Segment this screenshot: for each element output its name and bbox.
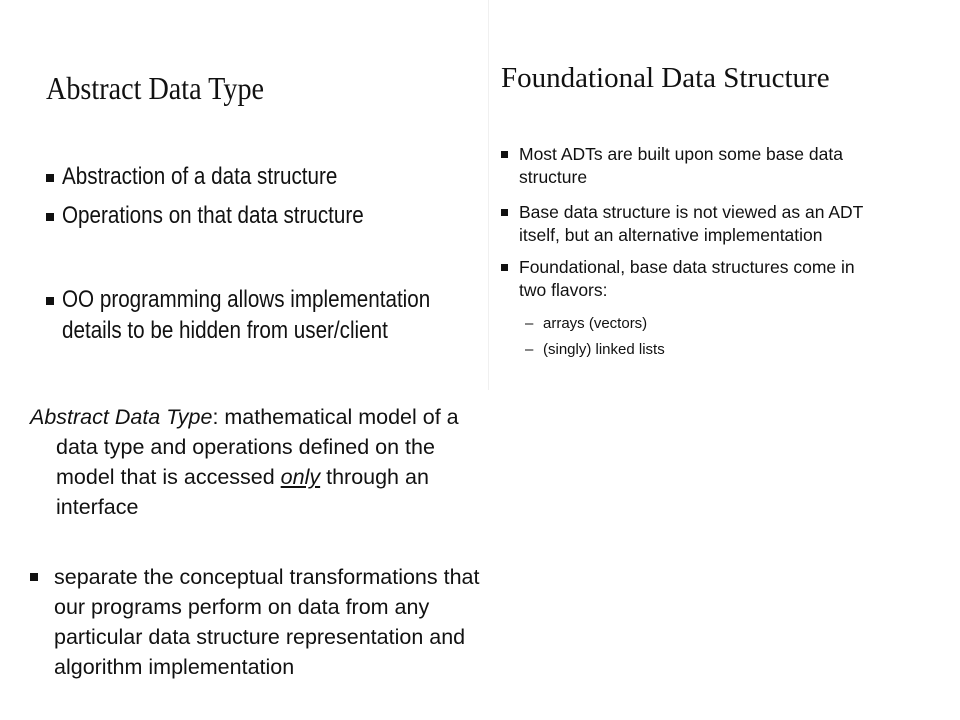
right-subitem: [525, 340, 665, 360]
square-bullet-icon: [501, 151, 508, 158]
right-bullet-line: Most ADTs are built upon some base data: [519, 144, 843, 164]
definition-line: data type and operations defined on the: [56, 435, 435, 459]
definition-term: Abstract Data Type: [30, 405, 213, 429]
dash-bullet-icon: –: [525, 315, 534, 332]
definition-line: [30, 402, 550, 432]
right-bullet-line: structure: [519, 167, 588, 187]
separate-line: particular data structure representation and: [54, 625, 466, 649]
square-bullet-icon: [501, 264, 508, 271]
square-bullet-icon: [46, 213, 54, 221]
left-bullet-text: OO programming allows implementation: [62, 286, 431, 313]
dash-bullet-icon: –: [525, 341, 534, 358]
left-bullet-text-continued: details to be hidden from user/client: [62, 317, 388, 344]
right-subitem-text: arrays (vectors): [543, 315, 648, 332]
right-bullet-line: Foundational, base data structures come in: [519, 257, 855, 277]
square-bullet-icon: [46, 174, 54, 182]
definition-emphasis: only: [280, 465, 321, 489]
left-bullet-text: Operations on that data structure: [62, 202, 364, 229]
separate-bullet-item: [30, 562, 555, 682]
adt-definition: [30, 402, 550, 522]
right-subitem: [525, 314, 647, 334]
definition-line: interface: [56, 495, 139, 519]
right-slide-title: Foundational Data Structure: [501, 62, 830, 94]
right-subitem-text: (singly) linked lists: [543, 341, 665, 358]
left-bullet-text: Abstraction of a data structure: [62, 163, 338, 190]
square-bullet-icon: [46, 297, 54, 305]
definition-line: [30, 462, 550, 492]
left-slide-panel: [0, 0, 490, 390]
square-bullet-icon: [30, 573, 38, 581]
definition-text: model that is accessed: [56, 465, 281, 489]
definition-text: through an: [320, 465, 429, 489]
separate-line: algorithm implementation: [54, 655, 295, 679]
separate-line: separate the conceptual transformations that: [54, 565, 480, 589]
right-slide-panel: [488, 0, 960, 390]
left-slide-title: Abstract Data Type: [46, 70, 265, 106]
right-bullet-line: Base data structure is not viewed as an ADT: [519, 202, 864, 222]
definition-text: : mathematical model of a: [212, 405, 459, 429]
separate-line: our programs perform on data from any: [54, 595, 430, 619]
square-bullet-icon: [501, 209, 508, 216]
right-bullet-line: itself, but an alternative implementation: [519, 225, 823, 245]
right-bullet-line: two flavors:: [519, 280, 608, 300]
bottom-slide-panel: [0, 390, 560, 720]
